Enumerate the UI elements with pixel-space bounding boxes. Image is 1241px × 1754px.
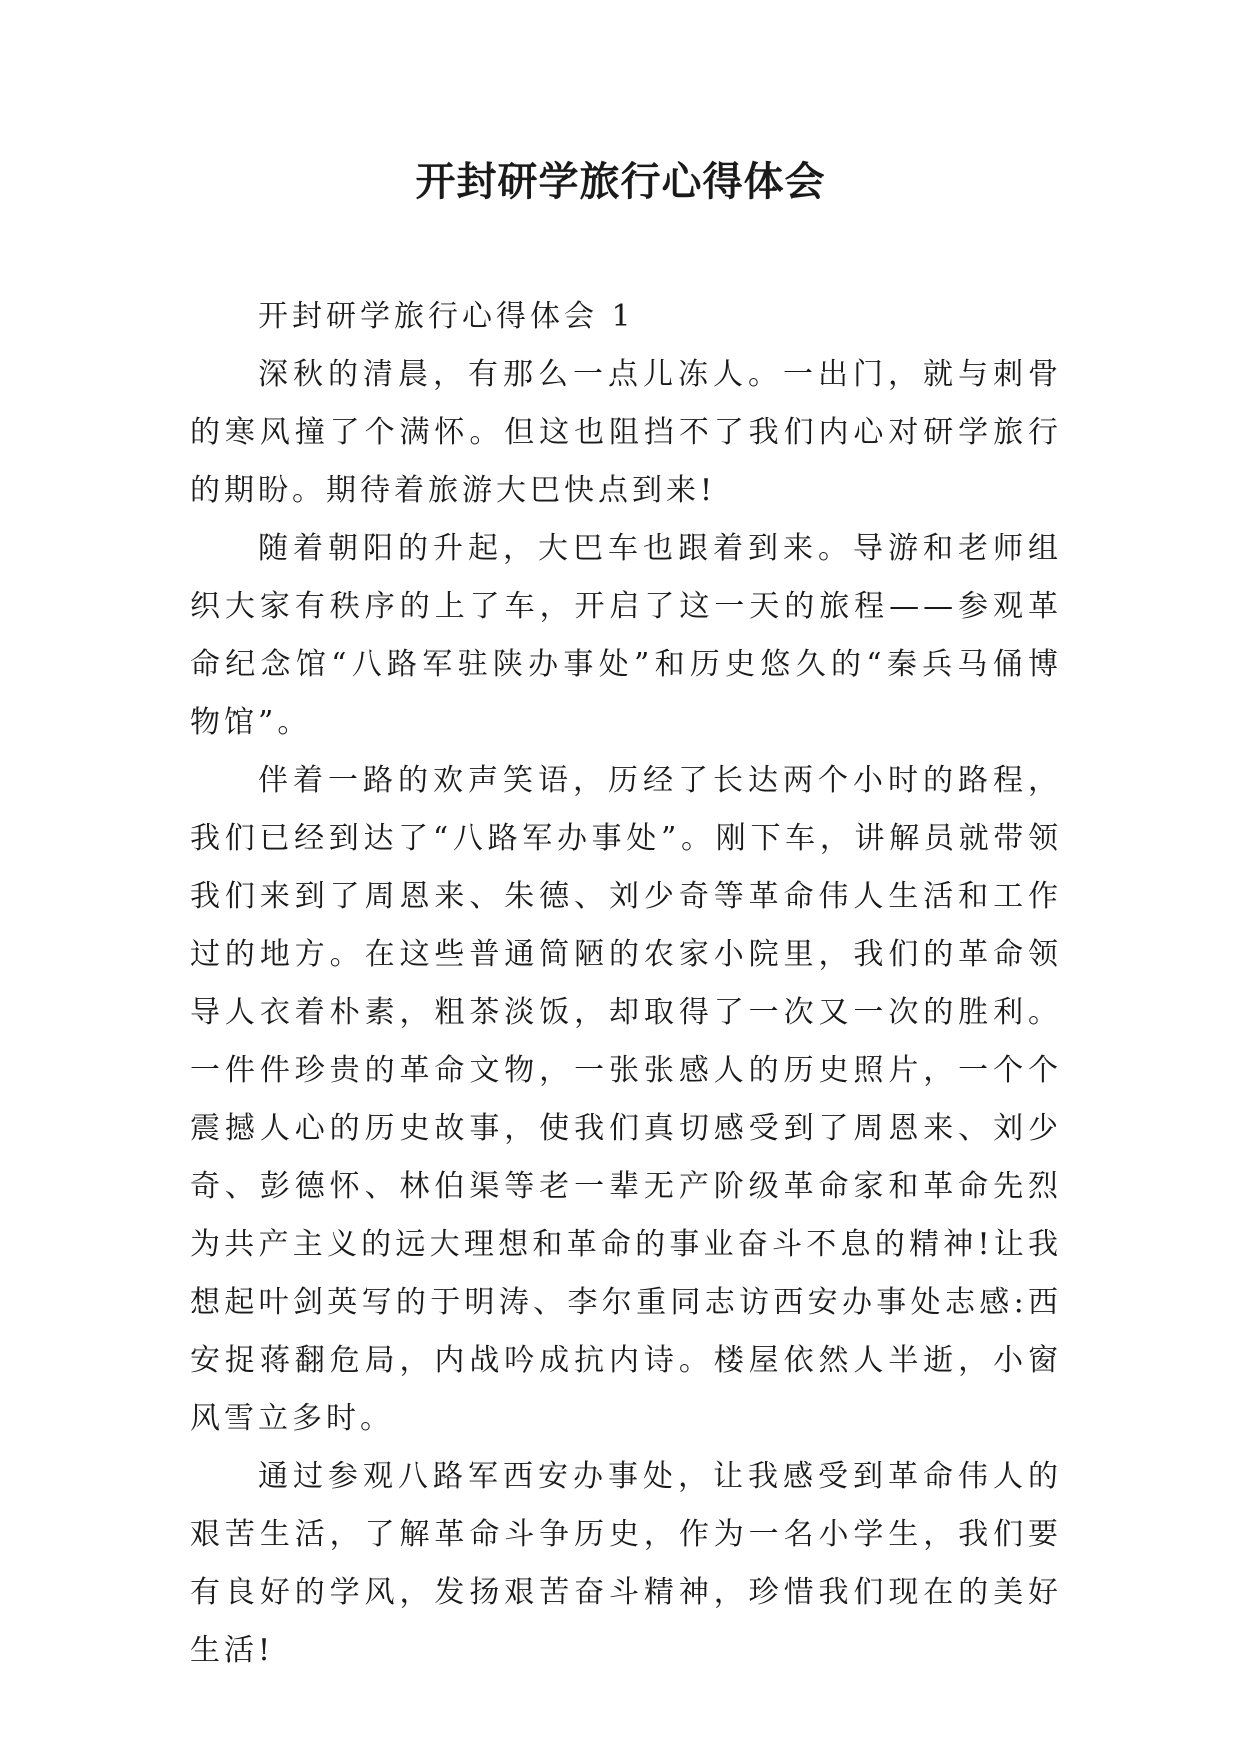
paragraph: 深秋的清晨，有那么一点儿冻人。一出门，就与刺骨的寒风撞了个满怀。但这也阻挡不了我们内心对研学旅行的期盼。期待着旅游大巴快点到来! [190, 357, 1062, 508]
document-title: 开封研学旅行心得体会 [415, 159, 826, 205]
section-heading: 开封研学旅行心得体会 1 [258, 299, 635, 334]
paragraph: 通过参观八路军西安办事处，让我感受到革命伟人的艰苦生活，了解革命斗争历史，作为一名小学生，我们要有良好的学风，发扬艰苦奋斗精神，珍惜我们现在的美好生活! [190, 1459, 1062, 1668]
paragraph: 伴着一路的欢声笑语，历经了长达两个小时的路程，我们已经到达了“八路军办事处”。刚下车，讲解员就带领我们来到了周恩来、朱德、刘少奇等革命伟人生活和工作过的地方。在这些普通简陋的农家小院里，我们的革命领导人衣着朴素，粗茶淡饭，却取得了一次又一次的胜利。一件件珍贵的革命文物，一张张感人的历史照片，一个个震撼人心的历史故事，使我们真切感受到了周恩来、刘少奇、彭德怀、林伯渠等老一辈无产阶级革命家和革命先烈为共产主义的远大理想和革命的事业奋斗不息的精神!让我想起叶剑英写的于明涛、李尔重同志访西安办事处志感:西安捉蒋翻危局，内战吟成抗内诗。楼屋依然人半逝，小窗风雪立多时。 [190, 763, 1062, 1436]
document-body [190, 288, 1062, 1680]
paragraph: 随着朝阳的升起，大巴车也跟着到来。导游和老师组织大家有秩序的上了车，开启了这一天的旅程——参观革命纪念馆“八路军驻陕办事处”和历史悠久的“秦兵马俑博物馆”。 [190, 531, 1062, 740]
